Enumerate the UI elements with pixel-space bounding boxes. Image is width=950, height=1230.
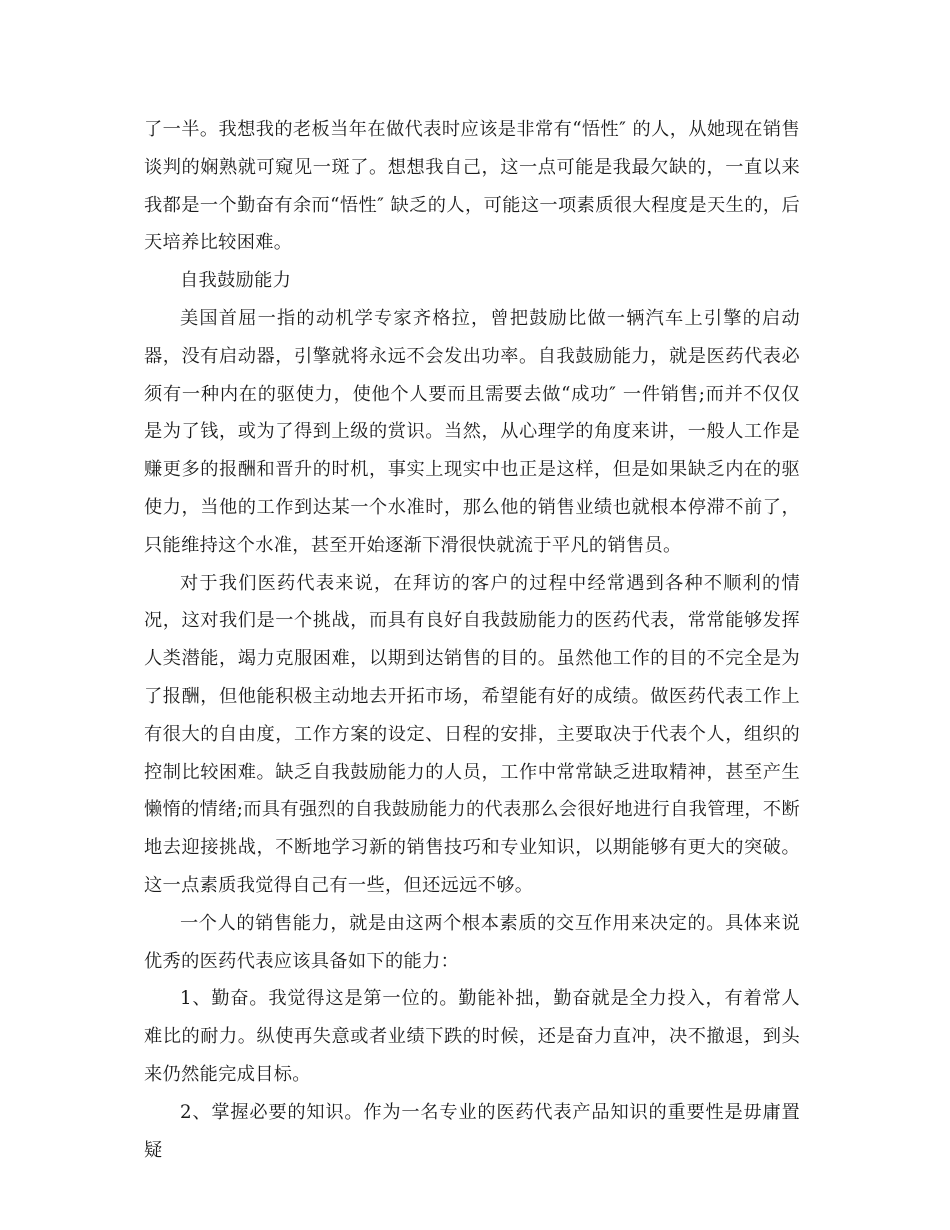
list-item-1: 1、勤奋。我觉得这是第一位的。勤能补拙，勤奋就是全力投入，有着常人难比的耐力。纵使再失意或者业绩下跌的时候，还是奋力直冲，决不撤退，到头来仍然能完成目标。 (144, 988, 800, 1085)
section-heading-self-motivation: 自我鼓励能力 (180, 270, 292, 292)
paragraph-2: 美国首屈一指的动机学专家齐格拉，曾把鼓励比做一辆汽车上引擎的启动器，没有启动器，引擎就将永远不会发出功率。自我鼓励能力，就是医药代表必须有一种内在的驱使力，使他个人要而且需要去做“成功″ 一件销售;而并不仅仅是为了钱，或为了得到上级的赏识。当然，从心理学的角度来讲，一般人工作是赚更多的报酬和晋升的时机，事实上现实中也正是这样，但是如果缺乏内在的驱使力，当他的工作到达某一个水准时，那么他的销售业绩也就根本停滞不前了，只能维持这个水准，甚至开始逐渐下滑很快就流于平凡的销售员。 (144, 307, 800, 556)
paragraph-3: 对于我们医药代表来说，在拜访的客户的过程中经常遇到各种不顺利的情况，这对我们是一个挑战，而具有良好自我鼓励能力的医药代表，常常能够发挥人类潜能，竭力克服困难，以期到达销售的目的。虽然他工作的目的不完全是为了报酬，但他能积极主动地去开拓市场，希望能有好的成绩。做医药代表工作上有很大的自由度，工作方案的设定、日程的安排，主要取决于代表个人，组织的控制比较困难。缺乏自我鼓励能力的人员，工作中常常缺乏进取精神，甚至产生懒惰的情绪;而具有强烈的自我鼓励能力的代表那么会很好地进行自我管理，不断地去迎接挑战，不断地学习新的销售技巧和专业知识，以期能够有更大的突破。这一点素质我觉得自己有一些，但还远远不够。 (144, 572, 800, 896)
list-item-2: 2、掌握必要的知识。作为一名专业的医药代表产品知识的重要性是毋庸置疑 (144, 1101, 800, 1161)
paragraph-1: 了一半。我想我的老板当年在做代表时应该是非常有“悟性″ 的人，从她现在销售谈判的娴熟就可窥见一斑了。想想我自己，这一点可能是我最欠缺的，一直以来我都是一个勤奋有余而“悟性″ 缺乏的人，可能这一项素质很大程度是天生的，后天培养比较困难。 (144, 119, 800, 254)
document-body (144, 111, 800, 1169)
paragraph-4: 一个人的销售能力，就是由这两个根本素质的交互作用来决定的。具体来说优秀的医药代表应该具备如下的能力： (144, 912, 800, 972)
